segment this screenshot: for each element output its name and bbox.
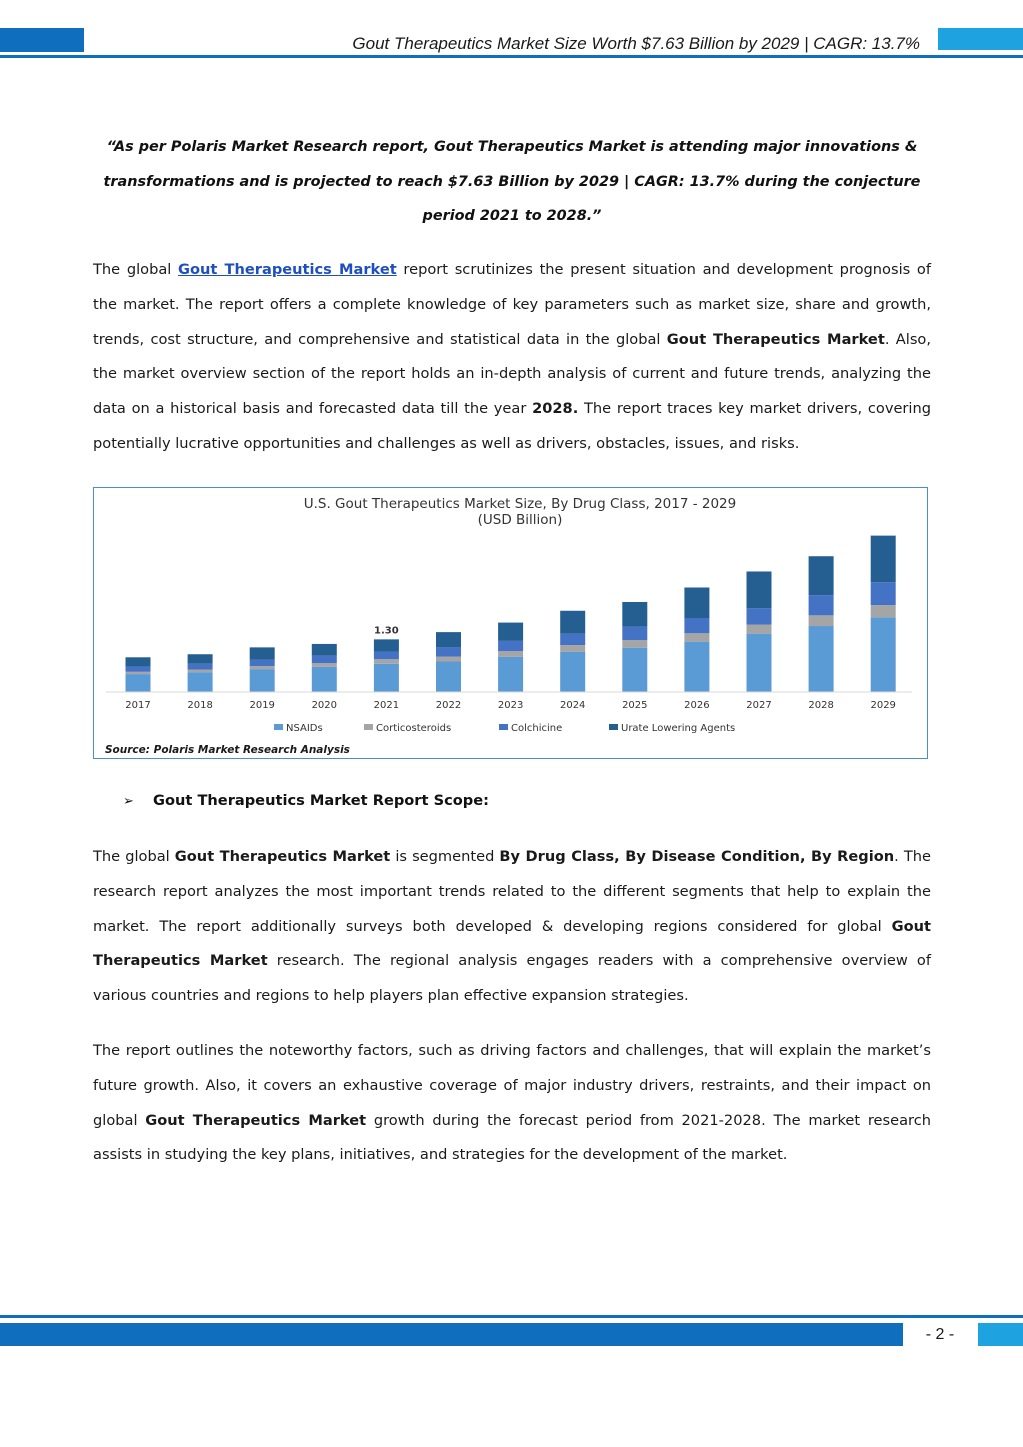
bar-2022-nsaids (436, 661, 461, 692)
bar-2024-nsaids (560, 652, 585, 692)
bar-2025-urate-lowering-agents (622, 602, 647, 627)
bar-2026-colchicine (684, 618, 709, 633)
x-axis-ticks (125, 700, 896, 711)
segmentation-paragraph (93, 840, 931, 1014)
x-tick-label: 2019 (249, 700, 275, 711)
intro-text-3: . Also, the market overview section of the report holds an in-depth analysis of current and future trends, analyzing the data on a historical basis and forecasted data till the year (93, 330, 931, 418)
bar-2026-corticosteroids (684, 633, 709, 641)
legend-label: NSAIDs (286, 723, 323, 734)
footer-accent-left (0, 1323, 903, 1346)
bar-2029-corticosteroids (871, 605, 896, 617)
bar-2024-corticosteroids (560, 645, 585, 652)
data-label-2021: 1.30 (374, 625, 399, 637)
header-rule (0, 55, 1023, 58)
bar-2025-corticosteroids (622, 640, 647, 648)
x-tick-label: 2027 (746, 700, 772, 711)
x-tick-label: 2020 (311, 700, 338, 711)
bar-2023-urate-lowering-agents (498, 623, 523, 641)
x-tick-label: 2029 (870, 700, 896, 711)
bar-2023-nsaids (498, 657, 523, 692)
bar-2020-colchicine (312, 656, 337, 663)
bar-2017-nsaids (126, 674, 151, 692)
bar-2029-colchicine (871, 582, 896, 605)
intro-bold-1: Gout Therapeutics Market (666, 330, 885, 348)
header-accent-left (0, 28, 84, 52)
bar-2020-urate-lowering-agents (312, 644, 337, 656)
bar-2028-colchicine (809, 595, 834, 615)
legend-label: Colchicine (511, 723, 563, 734)
legend-label: Urate Lowering Agents (621, 723, 736, 734)
bar-2026-urate-lowering-agents (684, 587, 709, 618)
bar-2029-urate-lowering-agents (871, 536, 896, 583)
market-size-chart (93, 487, 928, 759)
chart-legend (274, 723, 735, 734)
bar-2025-colchicine (622, 627, 647, 640)
bar-2021-corticosteroids (374, 659, 399, 664)
intro-text-4: The report traces key market drivers, covering potentially lucrative opportunities and challenges as well as drivers, obstacles, issues, and risks. (93, 400, 931, 452)
legend-swatch (274, 724, 283, 730)
bar-2018-colchicine (188, 664, 213, 670)
legend-swatch (609, 724, 618, 730)
bar-2019-nsaids (250, 669, 275, 692)
bar-2017-corticosteroids (126, 672, 151, 674)
outlook-paragraph (93, 1034, 931, 1173)
bar-2018-nsaids (188, 672, 213, 692)
footer-accent-right (978, 1323, 1023, 1346)
legend-swatch (364, 724, 373, 730)
bar-2019-urate-lowering-agents (250, 647, 275, 659)
bar-2020-nsaids (312, 667, 337, 692)
legend-swatch (499, 724, 508, 730)
bar-2026-nsaids (684, 642, 709, 692)
intro-bold-2: 2028. (532, 400, 579, 418)
para2-text-2: is segmented (390, 848, 500, 865)
bar-2029-nsaids (871, 617, 896, 692)
bar-2025-nsaids (622, 648, 647, 692)
header-title: Gout Therapeutics Market Size Worth $7.63 Billion by 2029 | CAGR: 13.7% (352, 34, 920, 53)
intro-text-1: The global (93, 261, 179, 278)
para2-bold-2: By Drug Class, By Disease Condition, By Region (499, 848, 895, 865)
x-tick-label: 2018 (187, 700, 213, 711)
bar-2027-urate-lowering-agents (747, 571, 772, 608)
bar-2020-corticosteroids (312, 663, 337, 667)
chart-bars (126, 536, 896, 692)
market-link[interactable]: Gout Therapeutics Market (178, 261, 397, 278)
bar-2022-colchicine (436, 647, 461, 656)
x-tick-label: 2021 (373, 700, 400, 711)
chart-canvas (94, 488, 926, 757)
bar-2018-urate-lowering-agents (188, 654, 213, 664)
bar-2017-urate-lowering-agents (126, 657, 151, 666)
para2-bold-1: Gout Therapeutics Market (174, 848, 391, 865)
bar-2027-corticosteroids (747, 624, 772, 633)
bar-2024-colchicine (560, 634, 585, 645)
chart-subtitle: (USD Billion) (477, 512, 563, 528)
x-tick-label: 2028 (808, 700, 834, 711)
scope-heading-text: Gout Therapeutics Market Report Scope: (153, 792, 489, 809)
page-number: - 2 - (925, 1326, 955, 1343)
bar-2021-nsaids (374, 664, 399, 692)
bar-2028-urate-lowering-agents (809, 556, 834, 595)
arrow-bullet-icon: ➢ (123, 794, 134, 809)
bar-2022-corticosteroids (436, 657, 461, 662)
chart-source: Source: Polaris Market Research Analysis (105, 744, 350, 756)
para2-text-1: The global (93, 848, 175, 865)
bar-2022-urate-lowering-agents (436, 632, 461, 647)
bar-2019-colchicine (250, 660, 275, 666)
bar-2023-corticosteroids (498, 651, 523, 657)
bar-2024-urate-lowering-agents (560, 611, 585, 634)
para3-bold-1: Gout Therapeutics Market (145, 1111, 367, 1129)
para2-text-3: . The research report analyzes the most important trends related to the different segments that help to explain the market. The report additionally surveys both developed & developing regions considered for global (93, 848, 932, 935)
intro-text-2: report scrutinizes the present situation and development prognosis of the market. The report offers a complete knowledge of key parameters such as market size, share and growth, trends, cost structure, and comprehensive and statistical data in the global (93, 261, 932, 348)
para2-text-4: research. The regional analysis engages readers with a comprehensive overview of various countries and regions to help players plan effective expansion strategies. (93, 952, 931, 1005)
bar-2021-colchicine (374, 652, 399, 660)
highlight-quote: “As per Polaris Market Research report, Gout Therapeutics Market is attending major innovations & transformations and is projected to reach $7.63 Billion by 2029 | CAGR: 13.7% during the conjecture period 2021 to 2028.” (103, 139, 921, 224)
x-tick-label: 2025 (622, 700, 648, 711)
chart-title: U.S. Gout Therapeutics Market Size, By Drug Class, 2017 - 2029 (303, 496, 737, 512)
legend-label: Corticosteroids (376, 723, 452, 734)
bar-2017-colchicine (126, 666, 151, 671)
bar-2019-corticosteroids (250, 666, 275, 669)
bar-2018-corticosteroids (188, 669, 213, 672)
para3-text-1: The report outlines the noteworthy factors, such as driving factors and challenges, that will explain the market’s future growth. Also, it covers an exhaustive coverage of major industry drivers, restraints, and their impact on global (93, 1042, 931, 1129)
bar-2023-colchicine (498, 641, 523, 651)
intro-paragraph (93, 253, 931, 462)
x-tick-label: 2026 (684, 700, 710, 711)
para3-text-2: growth during the forecast period from 2021-2028. The market research assists in studying the key plans, initiatives, and strategies for the development of the market. (93, 1111, 931, 1164)
x-tick-label: 2017 (125, 700, 151, 711)
scope-heading (123, 792, 489, 809)
bar-2028-nsaids (809, 626, 834, 692)
x-tick-label: 2022 (435, 700, 462, 711)
header-accent-right (938, 28, 1023, 50)
x-tick-label: 2024 (559, 700, 586, 711)
footer-rule (0, 1315, 1023, 1318)
bar-2027-nsaids (747, 634, 772, 692)
para2-bold-3: Gout Therapeutics Market (93, 917, 931, 970)
bar-2021-urate-lowering-agents (374, 639, 399, 651)
x-tick-label: 2023 (497, 700, 524, 711)
bar-2028-corticosteroids (809, 615, 834, 626)
chart-annotations (374, 625, 399, 636)
bar-2027-colchicine (747, 608, 772, 624)
